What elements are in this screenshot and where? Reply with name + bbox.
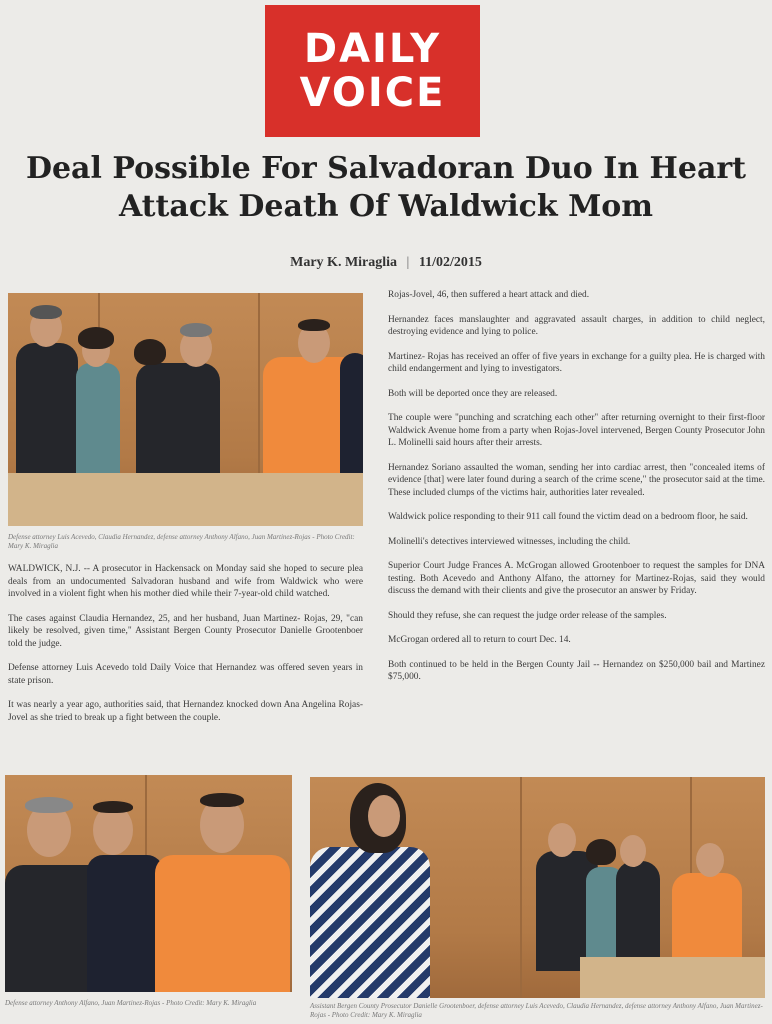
courtroom-photo-3 bbox=[310, 777, 765, 998]
paragraph: Molinelli's detectives interviewed witnesses, including the child. bbox=[388, 536, 631, 547]
paragraph: Hernandez faces manslaughter and aggravated assault charges, in addition to child neglect, destroying evidence and lying to police. bbox=[388, 314, 765, 337]
article-body-left bbox=[8, 563, 363, 736]
daily-voice-logo bbox=[265, 5, 480, 137]
paragraph: WALDWICK, N.J. -- A prosecutor in Hackensack on Monday said she hoped to secure plea deals from an undocumented Salvadoran husband and wife from Waldwick who were involved in a violent fight when his mother died while their 7-year-old child watched. bbox=[8, 564, 363, 599]
paragraph: Rojas-Jovel, 46, then suffered a heart attack and died. bbox=[388, 290, 590, 300]
paragraph: Both continued to be held in the Bergen County Jail -- Hernandez on $250,000 bail and Martinez $75,000. bbox=[388, 659, 765, 682]
photo-1-caption: Defense attorney Luis Acevedo, Claudia Hernandez, defense attorney Anthony Alfano, Juan Martinez-Rojas - Photo Credit: Mary K. Miraglia bbox=[8, 533, 355, 550]
courtroom-photo-2 bbox=[5, 775, 292, 992]
author-name: Mary K. Miraglia bbox=[290, 255, 398, 270]
paragraph: Martinez- Rojas has received an offer of five years in exchange for a guilty plea. He is charged with child endangerment and lying to investigators. bbox=[388, 351, 765, 374]
paragraph: The cases against Claudia Hernandez, 25, and her husband, Juan Martinez- Rojas, 29, "can likely be resolved, given time," Assistant Bergen County Prosecutor Danielle Grootenboer told the judge. bbox=[8, 613, 363, 649]
photo-2-caption: Defense attorney Anthony Alfano, Juan Martinez-Rojas - Photo Credit: Mary K. Miraglia bbox=[5, 999, 257, 1007]
photo-3-caption: Assistant Bergen County Prosecutor Danielle Grootenboer, defense attorney Luis Acevedo, Claudia Hernandez, defense attorney Anthony Alfano, Juan Martinez-Rojas - Photo Credit: Mary K. Miraglia bbox=[310, 1002, 763, 1019]
paragraph: Should they refuse, she can request the judge order release of the samples. bbox=[388, 610, 667, 621]
paragraph: Both will be deported once they are released. bbox=[388, 388, 558, 399]
byline-separator: | bbox=[406, 255, 410, 270]
article-body-right bbox=[388, 289, 765, 696]
paragraph: Superior Court Judge Frances A. McGrogan allowed Grootenboer to request the samples for DNA testing. Both Acevedo and Anthony Alfano, the attorney for Martinez-Rojas, said they would discuss the demand with their clients and give the prosecutor an answer by Friday. bbox=[388, 561, 765, 596]
paragraph: The couple were "punching and scratching each other" after returning overnight to their first-floor Waldwick Avenue home from a party when Rojas-Jovel intervened, Bergen County Prosecutor John L. Molinelli said hours after their arrests. bbox=[388, 413, 765, 448]
paragraph: Waldwick police responding to their 911 call found the victim dead on a bedroom floor, he said. bbox=[388, 512, 748, 522]
article-headline: Deal Possible For Salvadoran Duo In Heart Attack Death Of Waldwick Mom bbox=[25, 151, 747, 224]
byline bbox=[0, 255, 772, 271]
courtroom-photo-1 bbox=[8, 293, 363, 526]
logo-line-2: VOICE bbox=[299, 70, 446, 116]
paragraph: Defense attorney Luis Acevedo told Daily Voice that Hernandez was offered seven years in state prison. bbox=[8, 663, 363, 686]
logo-line-1: DAILY bbox=[303, 26, 442, 72]
paragraph: It was nearly a year ago, authorities said, that Hernandez knocked down Ana Angelina Rojas-Jovel as she tried to break up a fight between the couple. bbox=[8, 700, 363, 723]
publish-date: 11/02/2015 bbox=[418, 255, 482, 270]
paragraph: McGrogan ordered all to return to court Dec. 14. bbox=[388, 635, 571, 645]
paragraph: Hernandez Soriano assaulted the woman, sending her into cardiac arrest, then "concealed items of evidence [that] were later found during a search of the crime scene," the prosecutor said at the time. These included clumps of the victims hair, authorities later revealed. bbox=[388, 462, 765, 498]
